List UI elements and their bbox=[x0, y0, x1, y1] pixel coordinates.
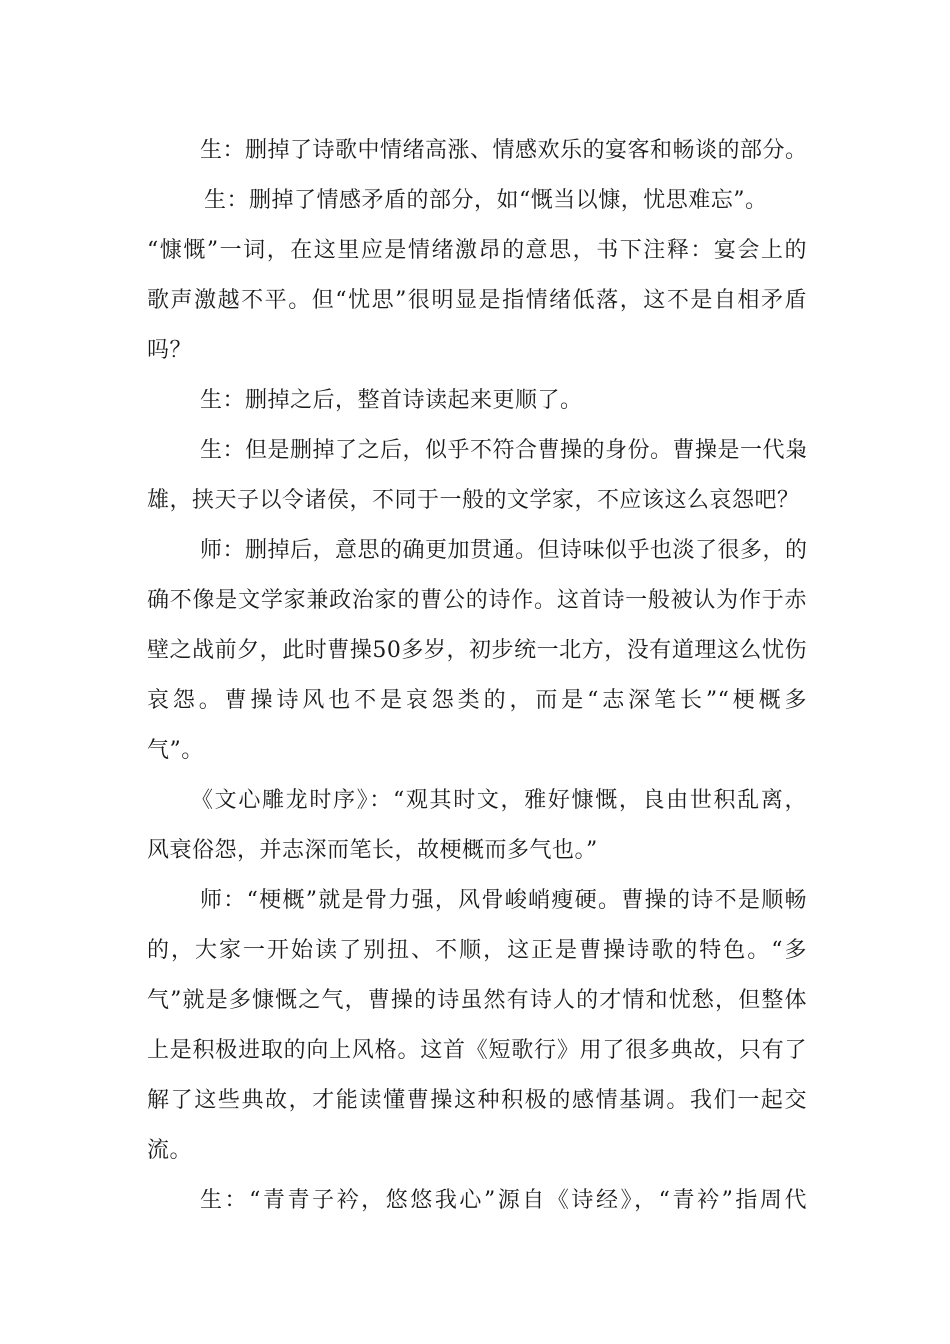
paragraph-line: 壁之战前夕，此时曹操50多岁，初步统一北方，没有道理这么忧伤 bbox=[147, 638, 807, 663]
paragraph-line: 流。 bbox=[147, 1138, 193, 1163]
paragraph-line: 生：删掉了诗歌中情绪高涨、情感欢乐的宴客和畅谈的部分。 bbox=[200, 138, 808, 163]
paragraph-line: 师：删掉后，意思的确更加贯通。但诗味似乎也淡了很多，的 bbox=[200, 538, 808, 563]
paragraph-line: 歌声激越不平。但“忧思”很明显是指情绪低落，这不是自相矛盾 bbox=[147, 288, 807, 313]
paragraph-line: 风衰俗怨，并志深而笔长，故梗概而多气也。” bbox=[147, 838, 598, 863]
paragraph-line: “慷慨”一词，在这里应是情绪激昂的意思，书下注释：宴会上的 bbox=[147, 238, 807, 263]
paragraph-line: 雄，挟天子以令诸侯，不同于一般的文学家，不应该这么哀怨吧？ bbox=[147, 488, 800, 513]
paragraph-line: 解了这些典故，才能读懂曹操这种积极的感情基调。我们一起交 bbox=[147, 1088, 807, 1113]
paragraph-line: 气”。 bbox=[147, 738, 204, 763]
paragraph-line: 生：删掉之后，整首诗读起来更顺了。 bbox=[200, 388, 583, 413]
paragraph-line: 生：“青青子衿，悠悠我心”源自《诗经》，“青衿”指周代 bbox=[200, 1188, 807, 1213]
paragraph-line: 上是积极进取的向上风格。这首《短歌行》用了很多典故，只有了 bbox=[147, 1038, 807, 1063]
paragraph-line: 吗？ bbox=[147, 338, 193, 363]
paragraph-line: 的，大家一开始读了别扭、不顺，这正是曹操诗歌的特色。“多 bbox=[147, 938, 807, 963]
paragraph-line: 生：删掉了情感矛盾的部分，如“慨当以慷，忧思难忘”。 bbox=[204, 188, 768, 213]
paragraph-line: 师：“梗概”就是骨力强，风骨峻峭瘦硬。曹操的诗不是顺畅 bbox=[200, 888, 807, 913]
paragraph-line: 气”就是多慷慨之气，曹操的诗虽然有诗人的才情和忧愁，但整体 bbox=[147, 988, 807, 1013]
paragraph-line: 哀怨。曹操诗风也不是哀怨类的，而是“志深笔长”“梗概多 bbox=[147, 688, 807, 713]
paragraph-line: 确不像是文学家兼政治家的曹公的诗作。这首诗一般被认为作于赤 bbox=[147, 588, 807, 613]
paragraph-line: 生：但是删掉了之后，似乎不符合曹操的身份。曹操是一代枭 bbox=[200, 438, 808, 463]
paragraph-line: 《文心雕龙时序》：“观其时文，雅好慷慨，良由世积乱离， bbox=[191, 788, 807, 813]
